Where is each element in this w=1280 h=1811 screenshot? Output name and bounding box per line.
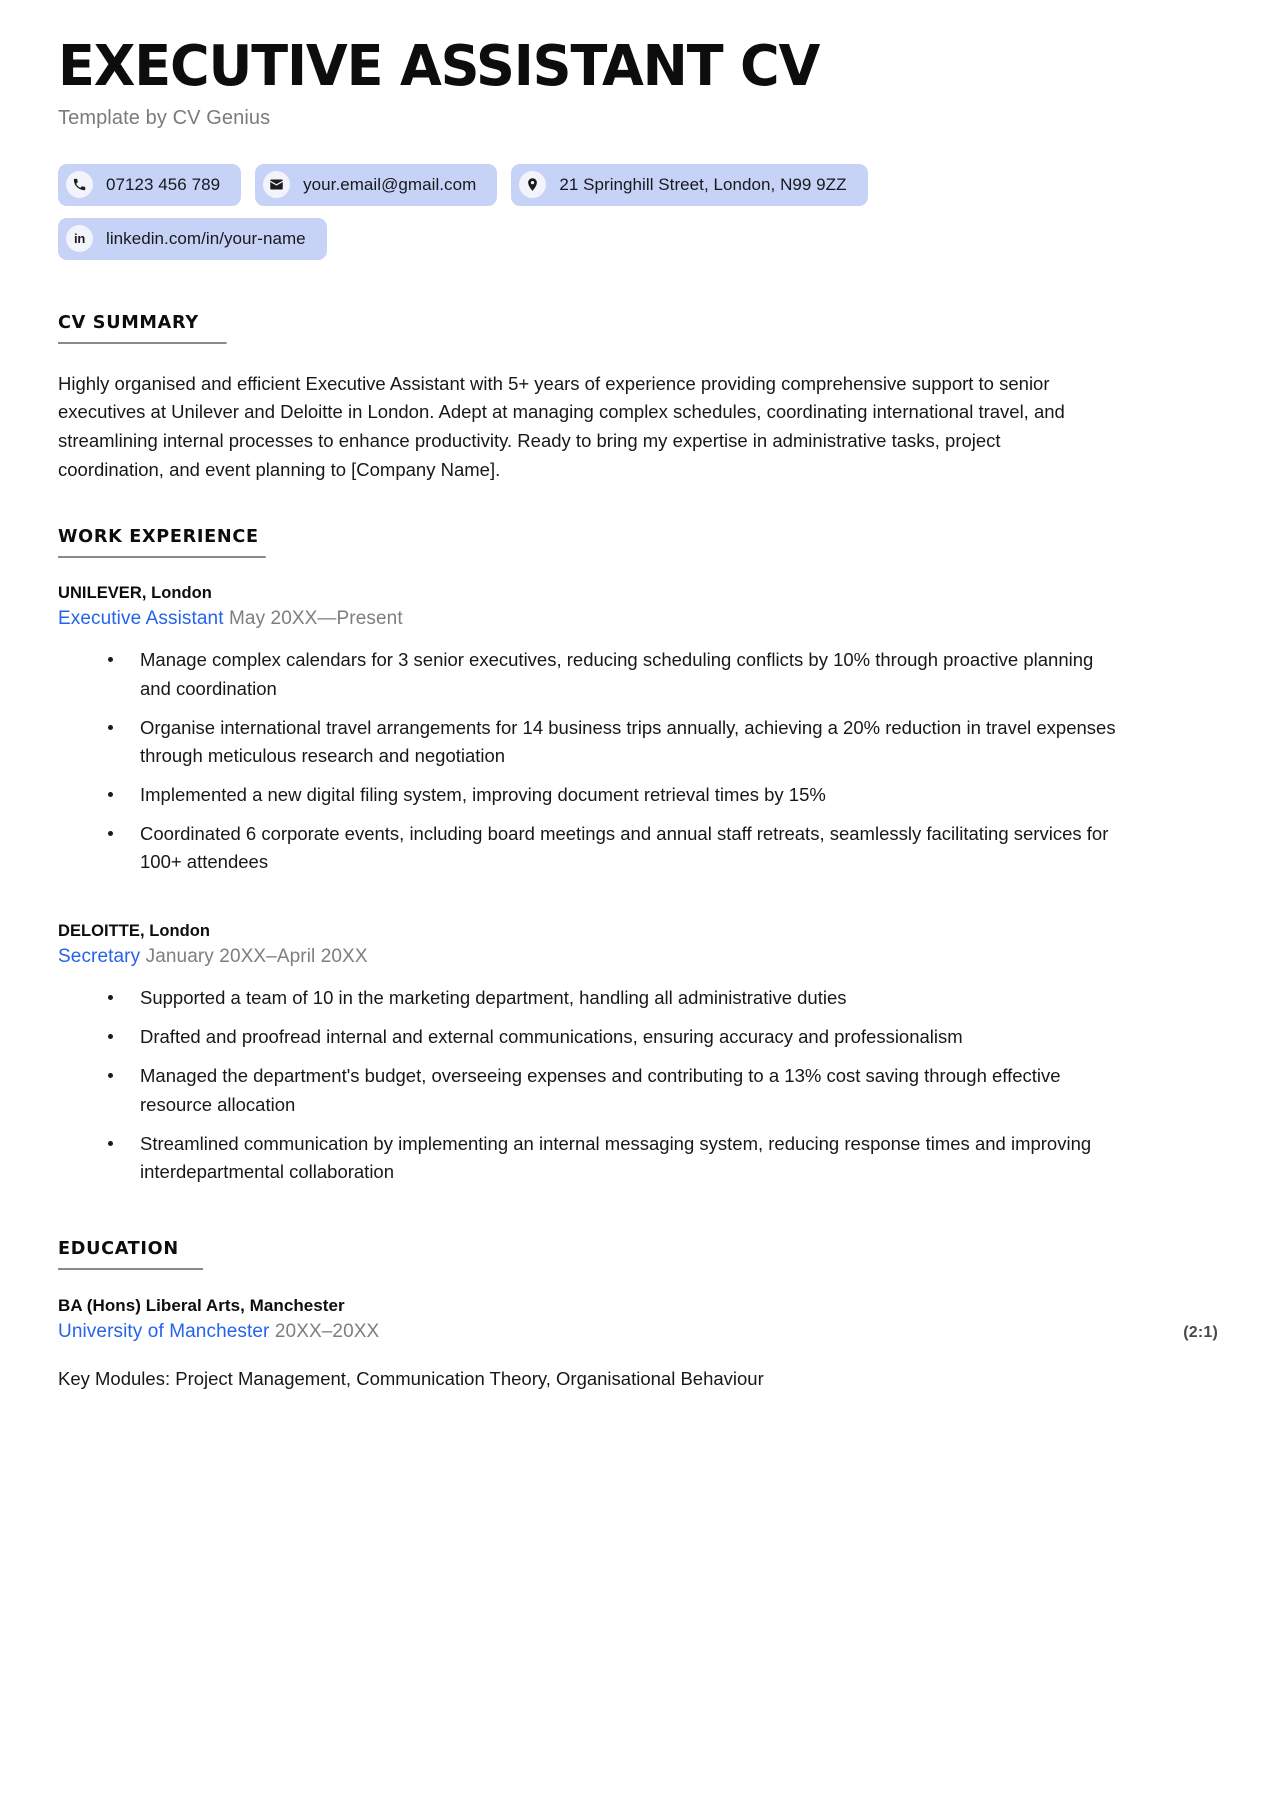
education-degree-title: BA (Hons) Liberal Arts, Manchester xyxy=(58,1295,345,1315)
page-title: EXECUTIVE ASSISTANT CV xyxy=(58,34,820,99)
contact-chip-linkedin[interactable] xyxy=(58,218,327,260)
phone-icon xyxy=(66,171,93,198)
education-school-line xyxy=(58,1321,1222,1343)
section-cv-summary xyxy=(58,312,1222,485)
job-role-title: Executive Assistant xyxy=(58,608,224,630)
job-bullet-list xyxy=(58,646,1222,876)
list-item: Streamlined communication by implementing an internal messaging system, reducing response times and improving interdepartmental collaboration xyxy=(100,1130,1120,1186)
work-entries xyxy=(58,584,1222,1185)
linkedin-icon: in xyxy=(66,225,93,252)
contact-chip-email[interactable] xyxy=(255,164,497,206)
contact-row-secondary xyxy=(58,218,1222,260)
education-key-modules: Key Modules: Project Management, Communication Theory, Organisational Behaviour xyxy=(58,1367,764,1389)
list-item: Managed the department's budget, overseeing expenses and contributing to a 13% cost saving through effective resource allocation xyxy=(100,1062,1120,1118)
location-pin-icon xyxy=(519,171,546,198)
contact-info-group xyxy=(58,164,1222,260)
section-heading-work-experience: WORK EXPERIENCE xyxy=(58,526,266,558)
contact-chip-address[interactable] xyxy=(511,164,867,206)
contact-row-primary xyxy=(58,164,1222,206)
job-role-title: Secretary xyxy=(58,946,141,968)
contact-email-text: your.email@gmail.com xyxy=(303,174,477,194)
list-item: Organise international travel arrangements for 14 business trips annually, achieving a 20% reduction in travel expenses through meticulous research and negotiation xyxy=(100,714,1120,770)
education-year-range: 20XX–20XX xyxy=(274,1320,380,1342)
list-item: Drafted and proofread internal and external communications, ensuring accuracy and professionalism xyxy=(100,1023,1120,1051)
contact-linkedin-text: linkedin.com/in/your-name xyxy=(106,228,306,248)
education-entry xyxy=(58,1296,1222,1393)
job-date-range: January 20XX–April 20XX xyxy=(145,946,368,968)
contact-chip-phone[interactable] xyxy=(58,164,241,206)
contact-address-text: 21 Springhill Street, London, N99 9ZZ xyxy=(559,174,847,194)
summary-body-text: Highly organised and efficient Executive Assistant with 5+ years of experience providing comprehensive support to senior executives at Unilever and Deloitte in London. Adept at managing complex schedules, coordinating international travel, and streamlining internal processes to enhance productivity. Ready to bring my expertise in administrative tasks, project coordination, and event planning to [Company Name]. xyxy=(58,372,1065,480)
list-item: Coordinated 6 corporate events, including board meetings and annual staff retreats, seamlessly facilitating services for 100+ attendees xyxy=(100,820,1120,876)
list-item: Manage complex calendars for 3 senior executives, reducing scheduling conflicts by 10% through proactive planning and coordination xyxy=(100,646,1120,702)
job-company-name: DELOITTE, London xyxy=(58,922,211,941)
job-entry xyxy=(58,584,1222,876)
envelope-icon xyxy=(263,171,290,198)
education-school-name: University of Manchester xyxy=(58,1320,270,1342)
section-heading-summary: CV SUMMARY xyxy=(58,312,227,344)
education-school-and-years xyxy=(58,1321,379,1343)
section-education xyxy=(58,1238,1222,1393)
section-work-experience xyxy=(58,526,1222,1185)
job-entry xyxy=(58,922,1222,1186)
list-item: Implemented a new digital filing system, improving document retrieval times by 15% xyxy=(100,781,1120,809)
section-heading-education: EDUCATION xyxy=(58,1238,203,1270)
job-role-and-dates xyxy=(58,608,1222,630)
list-item: Supported a team of 10 in the marketing department, handling all administrative duties xyxy=(100,984,1120,1012)
page-subtitle: Template by CV Genius xyxy=(58,106,271,129)
job-company-name: UNILEVER, London xyxy=(58,584,212,603)
job-bullet-list xyxy=(58,984,1222,1186)
job-spacer xyxy=(58,906,1222,922)
job-date-range: May 20XX—Present xyxy=(228,608,403,630)
education-grade-badge: (2:1) xyxy=(1183,1323,1218,1341)
contact-phone-text: 07123 456 789 xyxy=(106,174,221,194)
job-role-and-dates xyxy=(58,946,1222,968)
